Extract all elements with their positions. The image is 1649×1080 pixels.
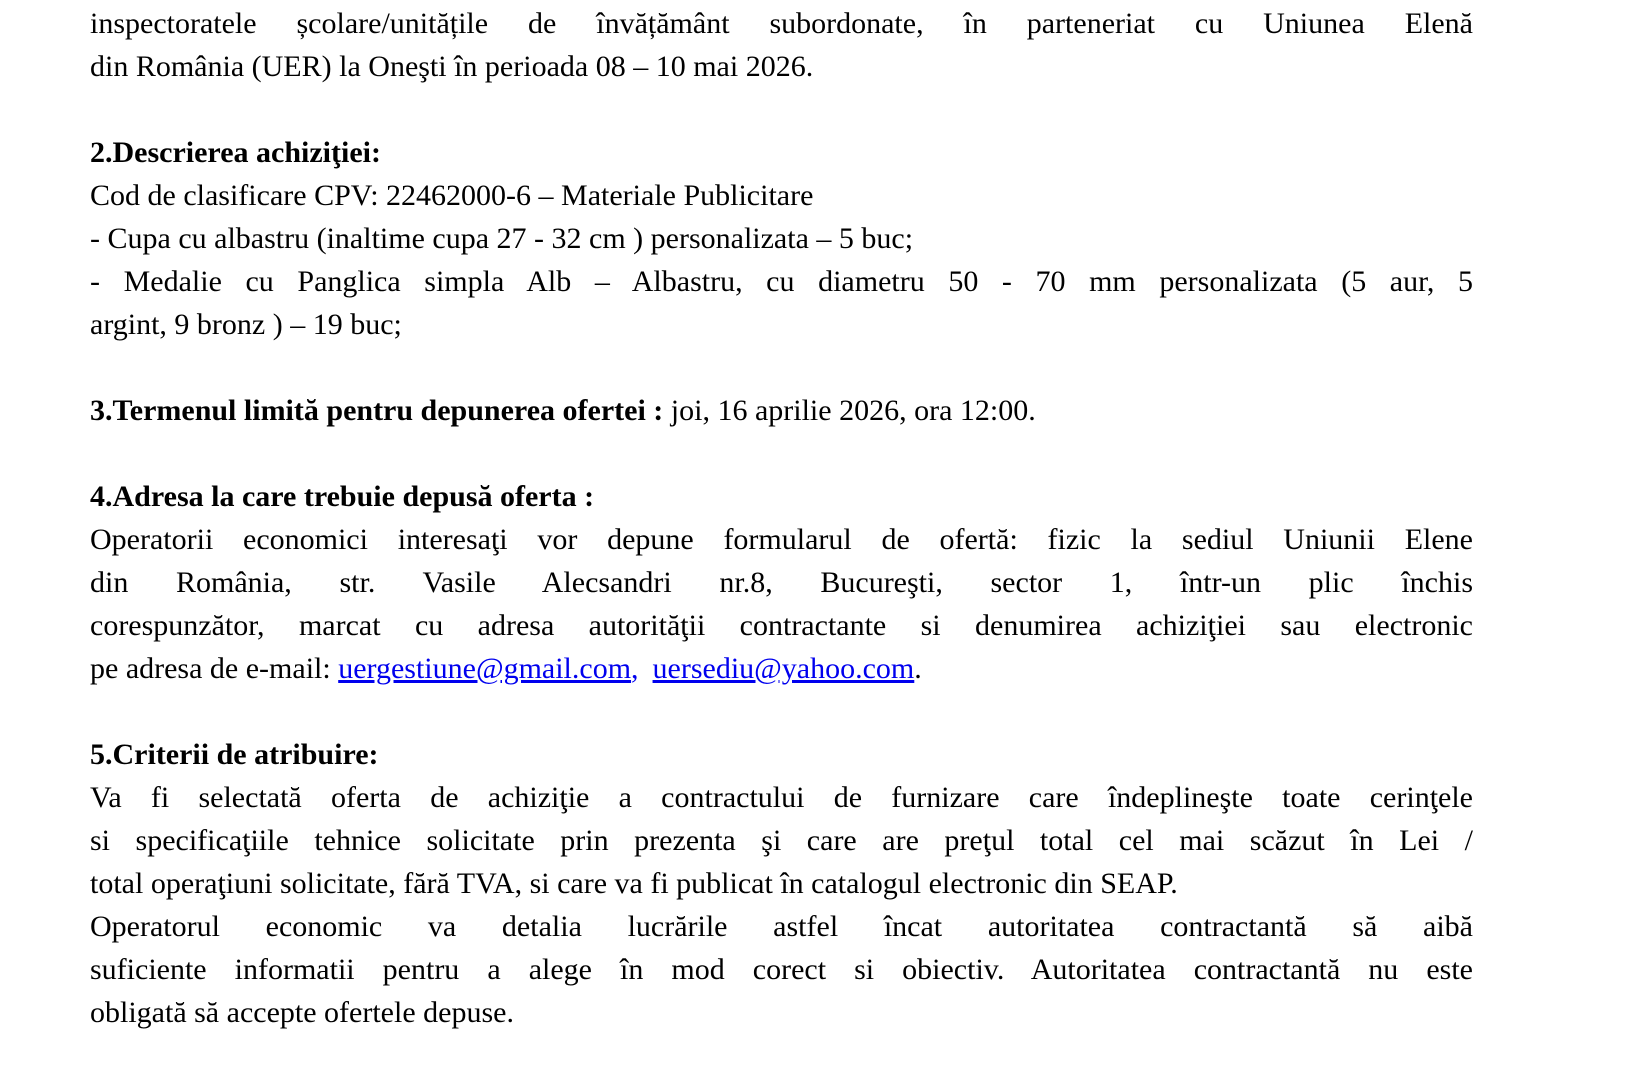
section4-line-3: corespunzător, marcat cu adresa autorităţii contractante si denumirea achiziţiei sau electronic: [90, 609, 1473, 642]
section3-deadline: [90, 389, 1473, 432]
section4-line-2: din România, str. Vasile Alecsandri nr.8, Bucureşti, sector 1, într-un plic închis: [90, 566, 1473, 599]
section5-line-3: total operaţiuni solicitate, fără TVA, si care va fi publicat în catalogul electronic din SEAP.: [90, 867, 1178, 900]
paragraph-gap: [90, 346, 1473, 389]
section5-line-2: si specificaţiile tehnice solicitate prin prezenta şi care are preţul total cel mai scăzut în Lei /: [90, 824, 1473, 857]
email-prefix-text: pe adresa de e-mail:: [90, 652, 339, 685]
section5-line-4: Operatorul economic va detalia lucrările astfel încat autoritatea contractantă să aibă: [90, 910, 1473, 943]
section2-item-medalie-line2: argint, 9 bronz ) – 19 buc;: [90, 308, 402, 341]
email-suffix-text: .: [914, 652, 922, 685]
section4-line-1: Operatorii economici interesaţi vor depune formularul de ofertă: fizic la sediul Uniunii Elene: [90, 523, 1473, 556]
paragraph-gap: [90, 88, 1473, 131]
section4-email-line: [90, 647, 1473, 690]
section3-heading: 3.Termenul limită pentru depunerea ofertei :: [90, 394, 664, 427]
section3-line: [90, 389, 1473, 432]
section2-heading: 2.Descrierea achiziţiei:: [90, 136, 381, 169]
section4-heading: 4.Adresa la care trebuie depusă oferta :: [90, 480, 595, 513]
section5-line-1: Va fi selectată oferta de achiziţie a contractului de furnizare care îndeplineşte toate cerinţele: [90, 781, 1473, 814]
section2-cpv-line: Cod de clasificare CPV: 22462000-6 – Materiale Publicitare: [90, 179, 814, 212]
section2-description: [90, 131, 1473, 346]
section3-value: joi, 16 aprilie 2026, ora 12:00.: [663, 394, 1036, 427]
intro-line-2: din România (UER) la Oneşti în perioada 08 – 10 mai 2026.: [90, 50, 814, 83]
email-link-uergestiune[interactable]: uergestiune@gmail.com: [338, 652, 632, 685]
paragraph-gap: [90, 690, 1473, 733]
document-content: [90, 2, 1473, 1034]
section5-criteria: [90, 733, 1473, 1034]
section5-line-5: suficiente informatii pentru a alege în mod corect si obiectiv. Autoritatea contractantă nu este: [90, 953, 1473, 986]
section2-item-cupa: - Cupa cu albastru (inaltime cupa 27 - 32 cm ) personalizata – 5 buc;: [90, 222, 914, 255]
intro-line-1: inspectoratele școlare/unitățile de învățământ subordonate, în parteneriat cu Uniunea Elenă: [90, 7, 1473, 40]
section5-heading: 5.Criterii de atribuire:: [90, 738, 379, 771]
email-separator: ,: [631, 652, 639, 685]
paragraph-gap: [90, 432, 1473, 475]
intro-paragraph: [90, 2, 1473, 88]
section4-address: [90, 475, 1473, 690]
section5-line-6: obligată să accepte ofertele depuse.: [90, 996, 514, 1029]
email-link-uersediu[interactable]: uersediu@yahoo.com: [652, 652, 915, 685]
section2-item-medalie-line1: - Medalie cu Panglica simpla Alb – Albastru, cu diametru 50 - 70 mm personalizata (5 aur, 5: [90, 265, 1473, 298]
